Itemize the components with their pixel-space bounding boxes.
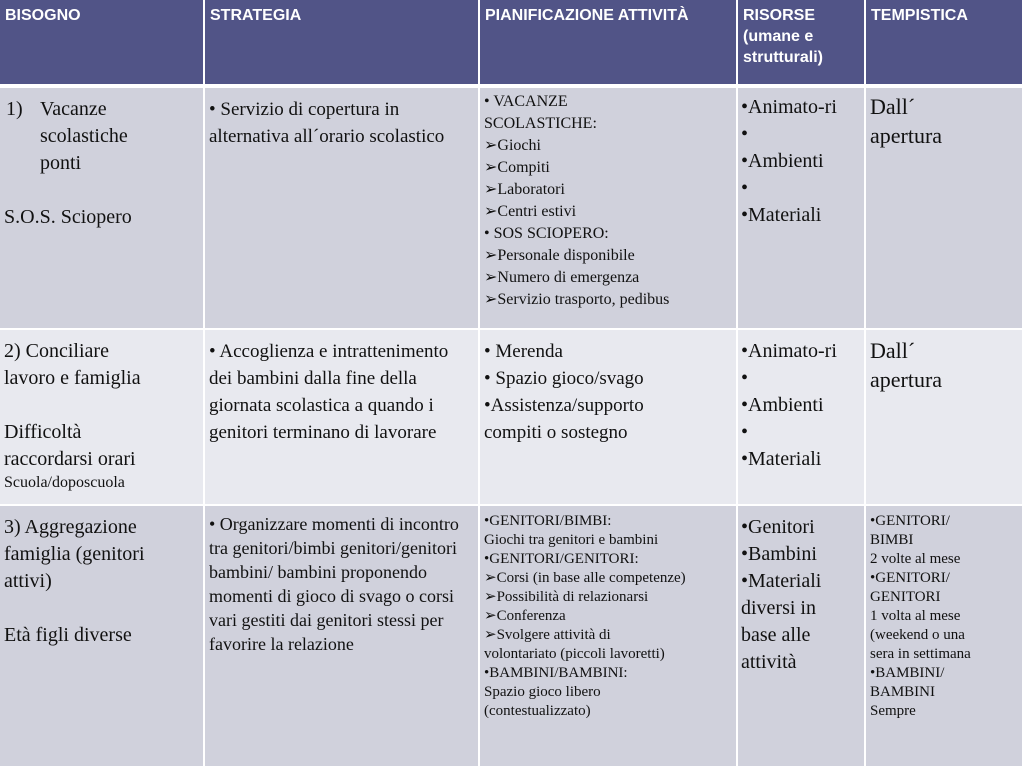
row1-pian-line: ➢Servizio trasporto, pedibus bbox=[484, 291, 670, 308]
row2-bisogno-small: Scuola/doposcuola bbox=[4, 474, 125, 491]
row1-tempistica-line: apertura bbox=[870, 123, 943, 148]
row2-tempistica bbox=[866, 330, 1024, 506]
row2-tempistica-line: Dall´ bbox=[870, 338, 916, 363]
row2-risorse-line: •Ambienti bbox=[741, 394, 824, 416]
row1-pian-line: • SOS SCIOPERO: bbox=[484, 225, 609, 242]
row3-pian-line: •BAMBINI/BAMBINI: bbox=[484, 665, 628, 681]
header-risorse: RISORSE (umane e strutturali) bbox=[738, 0, 866, 86]
row1-risorse-line: •Materiali bbox=[741, 204, 822, 226]
row3-pian-line: ➢Possibilità di relazionarsi bbox=[484, 589, 649, 605]
header-strategia: STRATEGIA bbox=[205, 0, 480, 86]
row3-bisogno-line: attivi) bbox=[4, 570, 52, 592]
header-pianificazione: PIANIFICAZIONE ATTIVITÀ bbox=[480, 0, 738, 86]
row1-pian-line: ➢Numero di emergenza bbox=[484, 269, 640, 286]
row3-tempistica-line: BAMBINI bbox=[870, 684, 936, 700]
row2-bisogno-extra-line: Difficoltà bbox=[4, 421, 82, 443]
row2-bisogno-extra-line: raccordarsi orari bbox=[4, 448, 136, 470]
row3-tempistica-line: BIMBI bbox=[870, 532, 914, 548]
row3-tempistica bbox=[866, 506, 1024, 768]
row3-tempistica-line: GENITORI bbox=[870, 589, 941, 605]
row2-risorse-line: •Materiali bbox=[741, 448, 822, 470]
row1-strategia: • Servizio di copertura in alternativa all´orario scolastico bbox=[205, 86, 480, 330]
row2-risorse-line: • bbox=[741, 367, 749, 389]
row2-pian-line: •Assistenza/supporto bbox=[484, 395, 644, 416]
row1-pian-line: ➢Centri estivi bbox=[484, 203, 577, 220]
row3-pian-line: ➢Conferenza bbox=[484, 608, 566, 624]
row3-risorse-line: •Materiali bbox=[741, 570, 822, 592]
row3-pian-line: (contestualizzato) bbox=[484, 703, 591, 719]
row2-strategia: • Accoglienza e intrattenimento dei bambini dalla fine della giornata scolastica a quando i genitori terminano di lavorare bbox=[205, 330, 480, 506]
row3-pian-line: ➢Svolgere attività di bbox=[484, 627, 611, 643]
row1-pian-line: SCOLASTICHE: bbox=[484, 115, 597, 132]
row1-pian-line: ➢Compiti bbox=[484, 159, 550, 176]
row1-risorse-line: • bbox=[741, 177, 749, 199]
row3-risorse-line: diversi in bbox=[741, 597, 816, 619]
row3-tempistica-line: •BAMBINI/ bbox=[870, 665, 945, 681]
row3-bisogno bbox=[0, 506, 205, 768]
row3-risorse-line: •Genitori bbox=[741, 516, 815, 538]
row3-pian-line: Giochi tra genitori e bambini bbox=[484, 532, 659, 548]
row3-pian-line: ➢Corsi (in base alle competenze) bbox=[484, 570, 686, 586]
row1-pianificazione bbox=[480, 86, 738, 330]
row3-risorse bbox=[738, 506, 866, 768]
row3-tempistica-line: •GENITORI/ bbox=[870, 513, 950, 529]
row2-bisogno bbox=[0, 330, 205, 506]
row1-bisogno-numbered bbox=[4, 96, 199, 177]
row1-pian-line: ➢Giochi bbox=[484, 137, 541, 154]
row3-risorse-line: •Bambini bbox=[741, 543, 817, 565]
row3-risorse-line: attività bbox=[741, 651, 797, 673]
header-separator bbox=[0, 84, 1024, 88]
row1-bisogno-line: scolastiche bbox=[40, 125, 128, 147]
row3-strategia: • Organizzare momenti di incontro tra genitori/bimbi genitori/genitori bambini/ bambini proponendo momenti di gioco di svago o corsi vari gestiti dai genitori stessi per favorire la relazione bbox=[205, 506, 480, 768]
row3-bisogno-line: 3) Aggregazione bbox=[4, 516, 137, 538]
row2-bisogno-line: lavoro e famiglia bbox=[4, 367, 141, 389]
row1-pian-line: ➢Personale disponibile bbox=[484, 247, 635, 264]
row1-bisogno-number: 1) bbox=[6, 98, 23, 120]
row2-risorse bbox=[738, 330, 866, 506]
row3-bisogno-line: famiglia (genitori bbox=[4, 543, 145, 565]
row3-tempistica-line: 2 volte al mese bbox=[870, 551, 961, 567]
row3-pian-line: •GENITORI/GENITORI: bbox=[484, 551, 639, 567]
row2-pian-line: • Spazio gioco/svago bbox=[484, 368, 644, 389]
row2-risorse-line: • bbox=[741, 421, 749, 443]
row3-pian-line: Spazio gioco libero bbox=[484, 684, 601, 700]
row3-tempistica-line: sera in settimana bbox=[870, 646, 971, 662]
row3-bisogno-extra: Età figli diverse bbox=[4, 624, 132, 646]
row1-risorse-line: •Animato-ri bbox=[741, 96, 837, 118]
header-tempistica: TEMPISTICA bbox=[866, 0, 1024, 86]
row2-pian-line: • Merenda bbox=[484, 341, 563, 362]
row1-pian-line: • VACANZE bbox=[484, 93, 568, 110]
row3-tempistica-line: Sempre bbox=[870, 703, 916, 719]
row2-pian-line: compiti o sostegno bbox=[484, 422, 628, 443]
row2-risorse-line: •Animato-ri bbox=[741, 340, 837, 362]
row3-tempistica-line: •GENITORI/ bbox=[870, 570, 950, 586]
row1-bisogno-extra: S.O.S. Sciopero bbox=[4, 206, 132, 228]
row1-risorse bbox=[738, 86, 866, 330]
row1-tempistica-line: Dall´ bbox=[870, 94, 916, 119]
row1-bisogno-line: Vacanze bbox=[40, 98, 107, 120]
row3-pian-line: volontariato (piccoli lavoretti) bbox=[484, 646, 665, 662]
row3-pianificazione bbox=[480, 506, 738, 768]
row3-tempistica-line: 1 volta al mese bbox=[870, 608, 961, 624]
row3-tempistica-line: (weekend o una bbox=[870, 627, 965, 643]
row1-bisogno-line: ponti bbox=[40, 152, 82, 174]
row1-pian-line: ➢Laboratori bbox=[484, 181, 565, 198]
row2-pianificazione bbox=[480, 330, 738, 506]
row3-risorse-line: base alle bbox=[741, 624, 811, 646]
row1-risorse-line: • bbox=[741, 123, 749, 145]
row1-tempistica bbox=[866, 86, 1024, 330]
row2-bisogno-line: 2) Conciliare bbox=[4, 340, 109, 362]
row2-tempistica-line: apertura bbox=[870, 367, 943, 392]
row3-pian-line: •GENITORI/BIMBI: bbox=[484, 513, 612, 529]
header-bisogno: BISOGNO bbox=[0, 0, 205, 86]
row1-risorse-line: •Ambienti bbox=[741, 150, 824, 172]
row1-bisogno bbox=[0, 86, 205, 330]
